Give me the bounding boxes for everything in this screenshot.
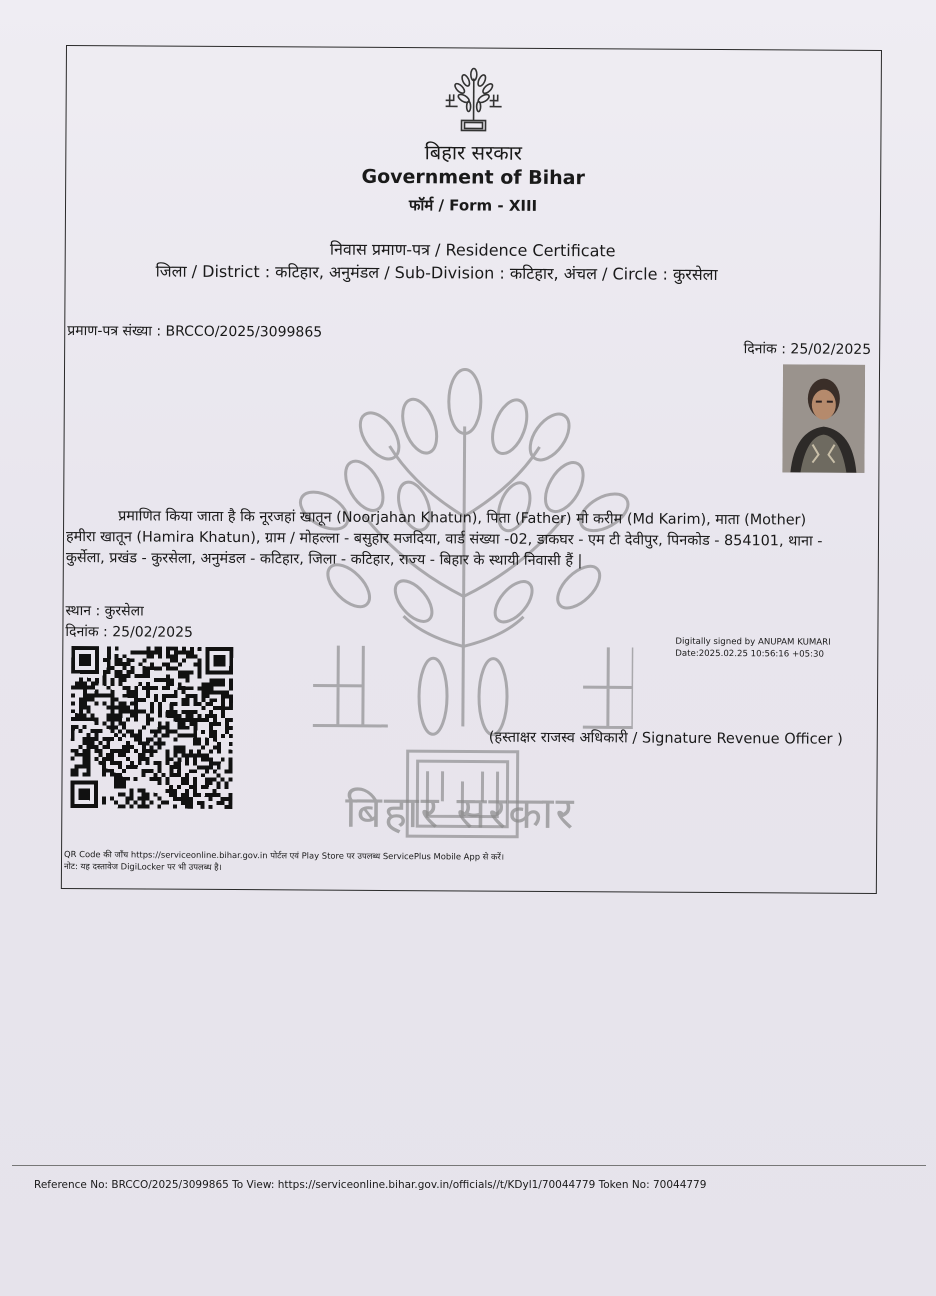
footer-divider <box>12 1165 926 1166</box>
certificate-type: निवास प्रमाण-पत्र / Residence Certificate <box>329 239 616 261</box>
digital-signature-block <box>675 636 830 661</box>
digital-sign-date: Date:2025.02.25 10:56:16 +05:30 <box>675 648 824 660</box>
body-line-3: कुर्सेला, प्रखंड - कुरसेला, अनुमंडल - कटिहार, जिला - कटिहार, राज्य - बिहार के स्थायी निवासी हैं | <box>65 550 583 570</box>
applicant-photo <box>782 364 865 472</box>
digilocker-note-line: नोट: यह दस्तावेज DigiLocker पर भी उपलब्ध है। <box>63 861 222 872</box>
verification-qr-code[interactable] <box>70 646 233 809</box>
body-line-2: हमीरा खातून (Hamira Khatun), ग्राम / मोहल्ला - बसुहार मजदिया, वार्ड संख्या -02, डाकघर - एम टी देवीपुर, पिनकोड - 854101, थाना - <box>65 529 823 550</box>
issue-date: दिनांक : 25/02/2025 <box>743 341 872 358</box>
district-line: जिला / District : कटिहार, अनुमंडल / Sub-Division : कटिहार, अंचल / Circle : कुरसेला <box>155 261 718 284</box>
qr-note-line: QR Code की जाँच https://serviceonline.bihar.gov.in पोर्टल एवं Play Store पर उपलब्ध ServicePlus Mobile App से करें। <box>64 849 505 862</box>
issue-place: स्थान : कुरसेला <box>65 603 144 620</box>
bihar-emblem-watermark-icon <box>292 365 635 847</box>
issue-date-bottom: दिनांक : 25/02/2025 <box>65 624 193 641</box>
bihar-emblem-icon <box>437 64 509 134</box>
certificate-number: प्रमाण-पत्र संख्या : BRCCO/2025/3099865 <box>67 323 323 341</box>
watermark-text: बिहार सरकार <box>345 786 576 840</box>
title-english: Government of Bihar <box>361 165 585 190</box>
form-label: फॉर्म / Form - XIII <box>408 196 538 215</box>
footer-reference: Reference No: BRCCO/2025/3099865 To View: https://serviceonline.bihar.gov.in/officials//t/KDyl1/70044779 Token No: 70044779 <box>34 1179 707 1191</box>
signature-caption: (हस्ताक्षर राजस्व अधिकारी / Signature Revenue Officer ) <box>488 729 843 748</box>
digital-signer: Digitally signed by ANUPAM KUMARI <box>675 636 831 648</box>
body-line-1: प्रमाणित किया जाता है कि नूरजहां खातून (Noorjahan Khatun), पिता (Father) मो करीम (Md Karim), माता (Mother) <box>118 508 807 529</box>
title-hindi: बिहार सरकार <box>424 140 523 165</box>
certificate-border <box>61 45 882 894</box>
qr-verification-note <box>64 848 504 875</box>
certificate-body <box>66 506 872 574</box>
